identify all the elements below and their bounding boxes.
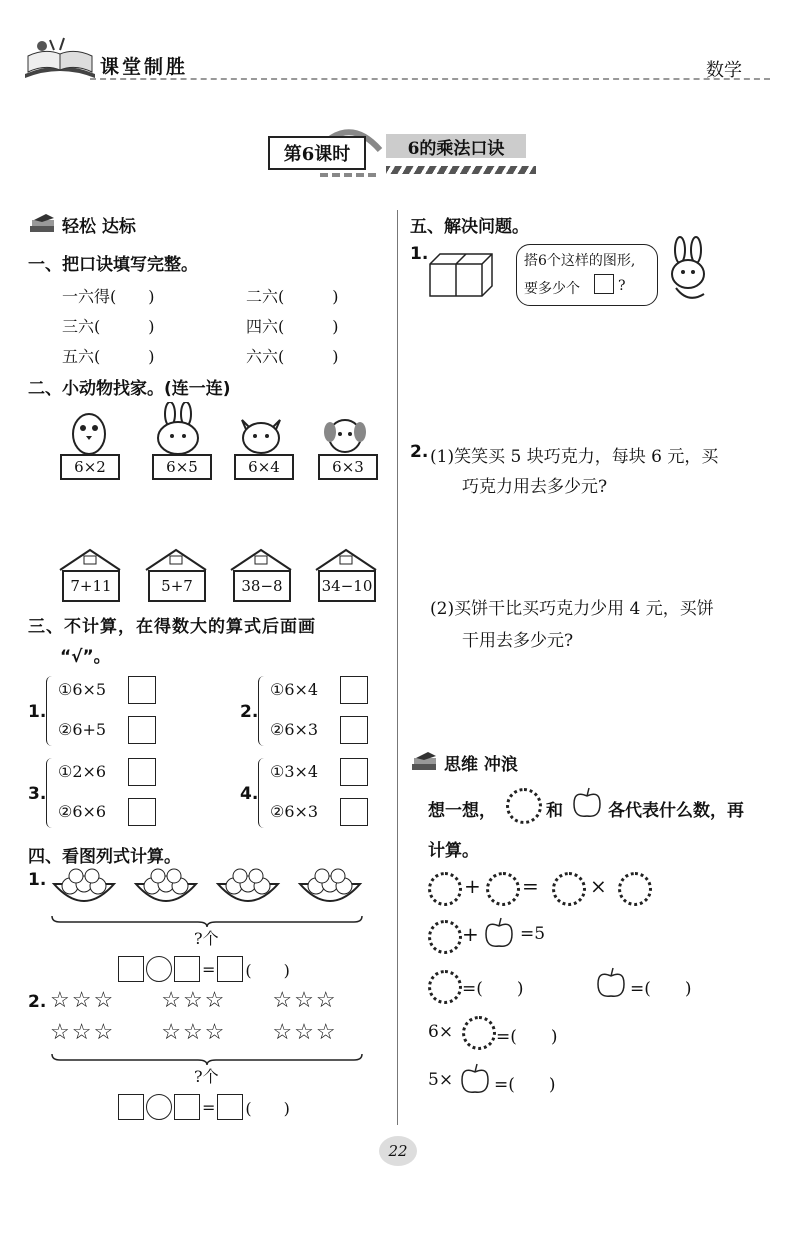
star-icon: ☆ <box>182 1020 205 1045</box>
bubble-text: 搭6个这样的图形, <box>524 253 636 269</box>
equals-sign: = <box>202 1097 216 1117</box>
star-icon: ☆ <box>315 988 338 1013</box>
problem-text: 巧克力用去多少元? <box>462 477 608 497</box>
house-roof-icon <box>58 548 122 572</box>
q2-title: 二、小动物找家。(连一连) <box>28 379 231 399</box>
q5-title: 五、解决问题。 <box>410 217 529 237</box>
flower-icon <box>428 920 462 954</box>
q1-title: 一、把口诀填写完整。 <box>28 255 198 275</box>
flower-icon <box>428 970 462 1004</box>
flower-icon <box>486 872 520 906</box>
flower-icon <box>428 872 462 906</box>
star-icon: ☆ <box>315 1020 338 1045</box>
flower-icon <box>506 788 542 824</box>
stars-row-2 <box>50 1020 338 1045</box>
apple-basket-icon <box>50 866 118 914</box>
q3-title: 三、不计算，在得数大的算式后面画 <box>28 617 316 637</box>
q4-title: 四、看图列式计算。 <box>28 847 181 867</box>
q3-option: ②6×3 <box>270 720 319 739</box>
header-divider <box>90 78 770 80</box>
animal-card[interactable]: 6×2 <box>60 454 120 480</box>
flower-icon <box>618 872 652 906</box>
rabbit-icon <box>662 236 716 306</box>
cat-icon <box>234 410 288 456</box>
apple-icon <box>458 1062 492 1096</box>
animal-card[interactable]: 6×3 <box>318 454 378 480</box>
q5-num: 2. <box>410 442 429 462</box>
answer-box[interactable] <box>128 716 156 744</box>
q1-item: 二六( ) <box>246 287 339 306</box>
star-icon: ☆ <box>204 1020 227 1045</box>
header-subject: 数学 <box>706 60 742 81</box>
flower-icon <box>462 1016 496 1050</box>
think-text: 想一想， <box>428 801 496 821</box>
blank-box[interactable] <box>217 1094 243 1120</box>
apple-basket-icon <box>214 866 282 914</box>
q1-item: 一六得( ) <box>62 287 155 306</box>
q3-option: ①6×4 <box>270 680 319 699</box>
answer-box[interactable] <box>128 798 156 826</box>
q3-group-num: 1. <box>28 702 47 722</box>
q3-option: ②6+5 <box>58 720 107 739</box>
apple-basket-icon <box>296 866 364 914</box>
answer-box[interactable] <box>340 676 368 704</box>
books-icon <box>28 212 58 236</box>
brace-label: ?个 <box>194 929 219 948</box>
think-text: 各代表什么数，再 <box>608 801 744 821</box>
answer-paren[interactable]: =( ) <box>494 1075 556 1095</box>
think-text: 计算。 <box>428 841 479 861</box>
page-number: 22 <box>379 1136 417 1166</box>
brace-icon <box>258 758 265 828</box>
star-icon: ☆ <box>204 988 227 1013</box>
logo-book-icon <box>20 34 100 84</box>
apple-icon <box>570 786 604 820</box>
section-badge-easy: 轻松 达标 <box>62 217 136 237</box>
problem-text: 干用去多少元? <box>462 631 574 651</box>
q3-option: ①6×5 <box>58 680 107 699</box>
star-icon: ☆ <box>71 1020 94 1045</box>
q1-item: 三六( ) <box>62 317 155 336</box>
apple-basket-icon <box>132 866 200 914</box>
star-icon: ☆ <box>272 988 295 1013</box>
star-icon: ☆ <box>71 988 94 1013</box>
house-roof-icon <box>144 548 208 572</box>
equals-sign: = <box>522 874 539 898</box>
house-card[interactable]: 34−10 <box>318 570 376 602</box>
q3-option: ①3×4 <box>270 762 319 781</box>
q4-num: 2. <box>28 992 47 1012</box>
bubble-question: ? <box>618 278 626 294</box>
star-icon: ☆ <box>272 1020 295 1045</box>
star-icon: ☆ <box>182 988 205 1013</box>
dog-icon <box>320 414 370 456</box>
answer-box[interactable] <box>340 798 368 826</box>
times-sign: × <box>590 874 607 898</box>
books-icon <box>410 750 440 774</box>
q3-title-cont: “√”。 <box>60 647 111 667</box>
q5-num: 1. <box>410 244 429 264</box>
brace-icon <box>46 676 53 746</box>
flower-icon <box>552 872 586 906</box>
think-text: 和 <box>546 801 563 821</box>
lesson-number: 第6课时 <box>268 136 366 170</box>
house-card[interactable]: 7+11 <box>62 570 120 602</box>
penguin-icon <box>64 406 114 456</box>
plus-sign: + <box>462 922 479 946</box>
plus-sign: + <box>464 874 481 898</box>
q3-option: ②6×3 <box>270 802 319 821</box>
answer-paren[interactable]: =( ) <box>630 979 692 999</box>
problem-text: (2)买饼干比买巧克力少用 4 元，买饼 <box>430 599 714 619</box>
small-cube-icon <box>594 274 614 294</box>
star-icon: ☆ <box>93 1020 116 1045</box>
lesson-topic: 6的乘法口诀 <box>386 134 526 158</box>
blank-box[interactable] <box>174 1094 200 1120</box>
apple-icon <box>482 916 516 950</box>
operator-circle[interactable] <box>146 956 172 982</box>
rabbit-icon <box>148 402 208 457</box>
lesson-stripe <box>386 166 536 174</box>
apple-icon <box>594 966 628 1000</box>
brace-icon <box>46 758 53 828</box>
q1-item: 六六( ) <box>246 347 339 366</box>
q1-item: 五六( ) <box>62 347 155 366</box>
bubble-text: 要多少个 <box>524 281 580 297</box>
answer-paren[interactable]: =( ) <box>496 1027 558 1047</box>
q3-group-num: 3. <box>28 784 47 804</box>
q3-option: ①2×6 <box>58 762 107 781</box>
star-icon: ☆ <box>50 1020 72 1045</box>
brace-icon <box>258 676 265 746</box>
equation-blanks[interactable] <box>118 956 290 982</box>
blank-box[interactable] <box>118 1094 144 1120</box>
house-card[interactable]: 38−8 <box>233 570 291 602</box>
six-times: 6× <box>428 1022 454 1042</box>
house-roof-icon <box>314 548 378 572</box>
animal-card[interactable]: 6×4 <box>234 454 294 480</box>
q3-group-num: 2. <box>240 702 259 722</box>
star-icon: ☆ <box>161 1020 183 1045</box>
header-title: 课堂制胜 <box>100 56 189 78</box>
unit-paren: ( ) <box>245 1098 290 1118</box>
answer-box[interactable] <box>340 758 368 786</box>
five-times: 5× <box>428 1070 454 1090</box>
star-icon: ☆ <box>294 988 316 1013</box>
unit-paren: ( ) <box>245 960 290 980</box>
equation-blanks[interactable] <box>118 1094 290 1120</box>
star-icon: ☆ <box>93 988 116 1013</box>
problem-text: (1)笑笑买 5 块巧克力，每块 6 元，买 <box>430 447 719 467</box>
equals-five: =5 <box>520 924 546 944</box>
answer-box[interactable] <box>128 676 156 704</box>
column-divider <box>397 210 398 1125</box>
star-icon: ☆ <box>161 988 183 1013</box>
section-badge-think: 思维 冲浪 <box>444 755 518 775</box>
answer-paren[interactable]: =( ) <box>462 979 524 999</box>
q4-num: 1. <box>28 870 47 890</box>
blank-box[interactable] <box>118 956 144 982</box>
blank-box[interactable] <box>217 956 243 982</box>
star-icon: ☆ <box>294 1020 316 1045</box>
brace-label: ?个 <box>194 1067 219 1086</box>
house-card[interactable]: 5+7 <box>148 570 206 602</box>
stars-row-1 <box>50 988 338 1013</box>
blank-box[interactable] <box>174 956 200 982</box>
q3-group-num: 4. <box>240 784 259 804</box>
equals-sign: = <box>202 959 216 979</box>
answer-box[interactable] <box>340 716 368 744</box>
operator-circle[interactable] <box>146 1094 172 1120</box>
q3-option: ②6×6 <box>58 802 107 821</box>
house-roof-icon <box>229 548 293 572</box>
answer-box[interactable] <box>128 758 156 786</box>
star-icon: ☆ <box>50 988 72 1013</box>
cube-shape-icon <box>428 250 496 298</box>
animal-card[interactable]: 6×5 <box>152 454 212 480</box>
q1-item: 四六( ) <box>246 317 339 336</box>
